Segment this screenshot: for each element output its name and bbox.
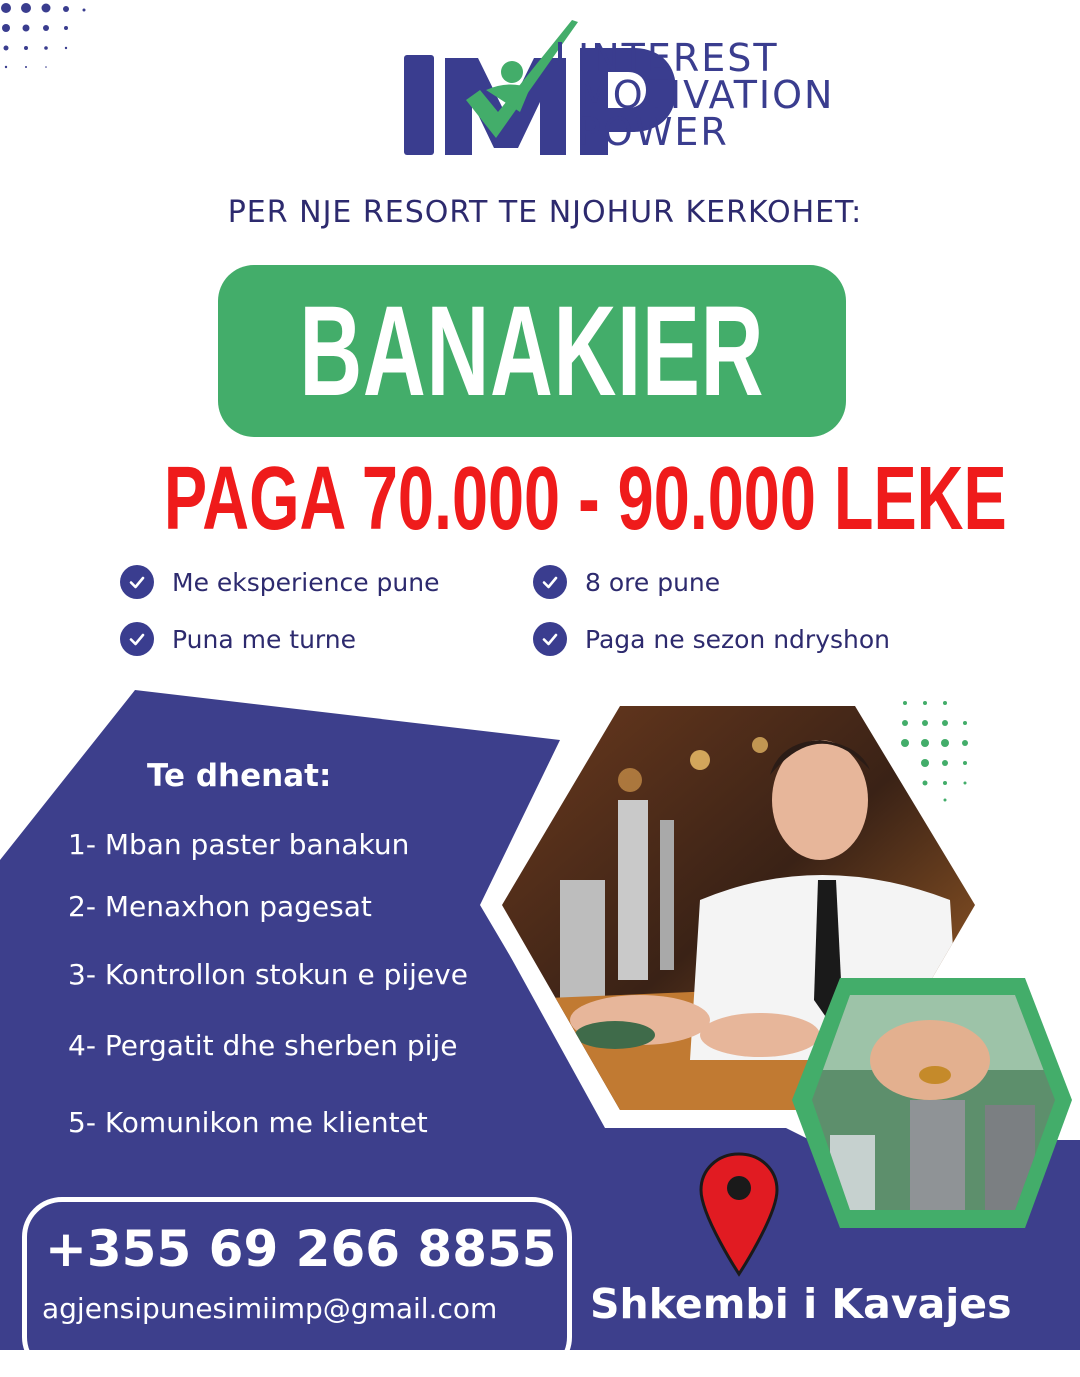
requirement-label: Me eksperience pune (172, 567, 440, 597)
email-address[interactable]: agjensipunesimiimp@gmail.com (42, 1292, 498, 1325)
requirement-label: Paga ne sezon ndryshon (585, 624, 890, 654)
tagline-line-2: MOTIVATION (578, 73, 835, 117)
position-title: BANAKIER (299, 279, 765, 423)
duty-item: 4- Pergatit dhe sherben pije (68, 1029, 458, 1062)
cocktail-photo (792, 978, 1072, 1228)
requirement-label: Puna me turne (172, 624, 356, 654)
duty-item: 5- Komunikon me klientet (68, 1106, 428, 1139)
requirement-label: 8 ore pune (585, 567, 721, 597)
phone-number[interactable]: +355 69 266 8855 (45, 1220, 557, 1278)
location-label: Shkembi i Kavajes (590, 1280, 1012, 1328)
tagline-line-3: POWER (578, 110, 729, 154)
headline: PER NJE RESORT TE NJOHUR KERKOHET: (227, 195, 863, 230)
duty-item: 3- Kontrollon stokun e pijeve (68, 958, 468, 991)
duty-item: 2- Menaxhon pagesat (68, 890, 372, 923)
duty-item: 1- Mban paster banakun (68, 828, 410, 861)
tagline-line-1: INTEREST (578, 36, 779, 80)
salary-text: PAGA 70.000 - 90.000 LEKE (163, 449, 1007, 549)
duties-title: Te dhenat: (147, 758, 332, 794)
map-pin-icon (698, 1150, 780, 1278)
